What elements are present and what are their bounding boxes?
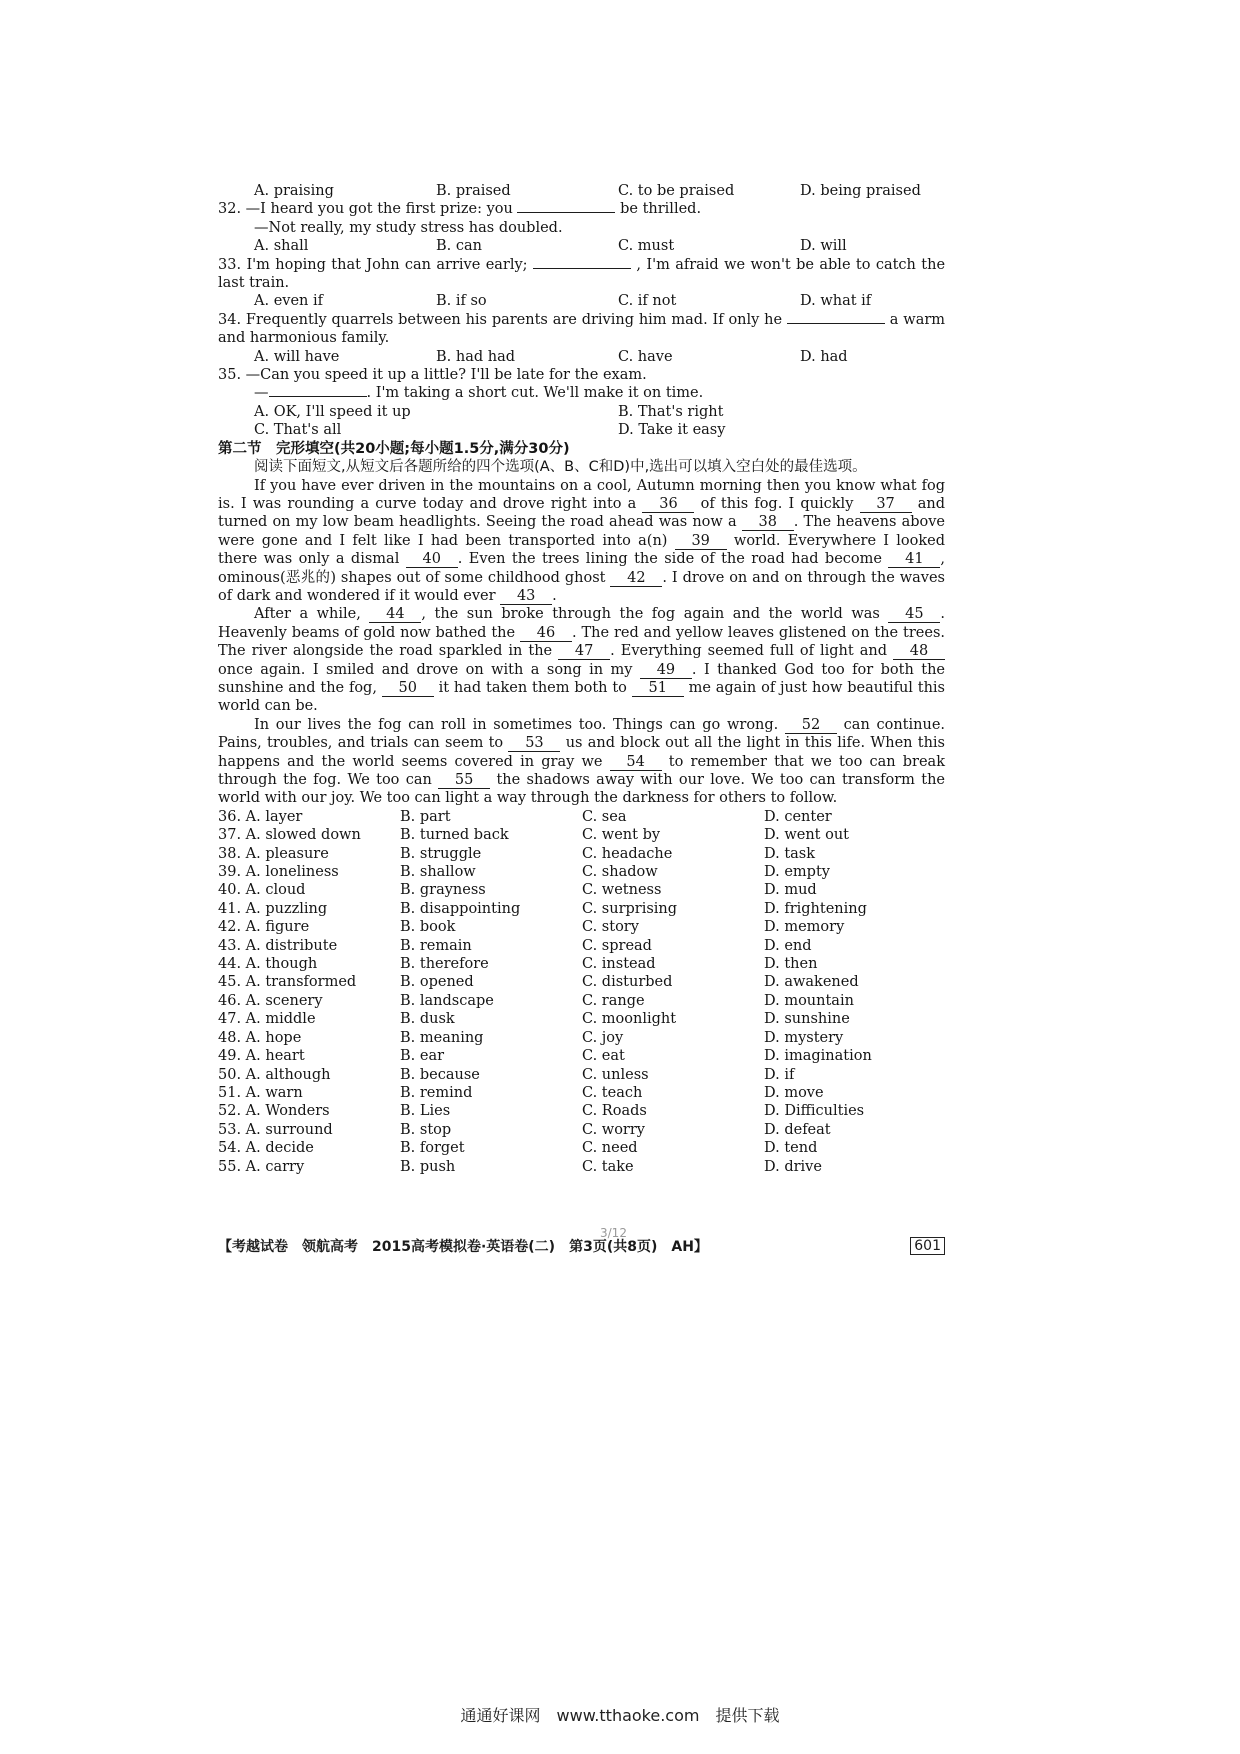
cloze-option: 42. A. figure xyxy=(218,919,310,936)
cloze-option: C. sea xyxy=(582,808,627,825)
cloze-option: C. surprising xyxy=(582,900,678,917)
option: D. Take it easy xyxy=(618,422,726,439)
cloze-option: 40. A. cloud xyxy=(218,882,306,899)
cloze-blank: 46 xyxy=(520,626,572,642)
passage-paragraph-2 xyxy=(218,605,945,715)
question-35-reply: — . I'm taking a short cut. We'll make it on time. xyxy=(254,385,704,402)
answer-blank xyxy=(533,268,631,269)
passage-text: world. Everywhere I looked there was only a dismal xyxy=(218,532,945,568)
cloze-option: C. shadow xyxy=(582,864,658,881)
page-mark: 3/12 xyxy=(600,1226,627,1240)
cloze-blank: 40 xyxy=(406,552,458,568)
cloze-option: D. frightening xyxy=(764,900,867,917)
cloze-option: B. dusk xyxy=(400,1011,455,1028)
option: D. will xyxy=(800,238,847,255)
question-number: 35. xyxy=(218,367,242,384)
cloze-blank: 39 xyxy=(675,534,727,550)
cloze-option: B. shallow xyxy=(400,864,476,881)
option: B. had had xyxy=(436,348,516,365)
question-32 xyxy=(218,200,945,218)
cloze-option: 43. A. distribute xyxy=(218,937,338,954)
cloze-option: 55. A. carry xyxy=(218,1158,305,1175)
cloze-blank: 54 xyxy=(610,755,662,771)
passage-paragraph-1 xyxy=(218,477,945,606)
option: C. must xyxy=(618,238,675,255)
cloze-options-grid xyxy=(218,808,945,1176)
cloze-option: D. empty xyxy=(764,864,830,881)
cloze-option: C. need xyxy=(582,1140,638,1157)
passage-paragraph-3 xyxy=(218,716,945,808)
option: D. what if xyxy=(800,293,872,310)
cloze-option: D. drive xyxy=(764,1158,822,1175)
option: A. shall xyxy=(254,238,309,255)
cloze-blank: 36 xyxy=(642,497,694,513)
cloze-option: B. push xyxy=(400,1158,456,1175)
passage-text: , the sun broke through the fog again and the world was xyxy=(421,606,889,623)
cloze-option: D. sunshine xyxy=(764,1011,850,1028)
cloze-blank: 45 xyxy=(888,607,940,623)
cloze-option: B. stop xyxy=(400,1121,452,1138)
question-text: a warm and harmonious family. xyxy=(218,311,946,347)
cloze-option: B. struggle xyxy=(400,845,482,862)
cloze-option: B. therefore xyxy=(400,956,489,973)
passage-text: If you have ever driven in the mountains on a cool, Autumn morning then you know what fog is. I was rounding a curve today and drove right into a xyxy=(218,477,945,512)
cloze-option: 44. A. though xyxy=(218,956,318,973)
cloze-option: C. moonlight xyxy=(582,1011,677,1028)
option: C. to be praised xyxy=(618,183,735,199)
cloze-option: D. task xyxy=(764,845,816,862)
question-text: be thrilled. xyxy=(620,201,702,218)
q33-options xyxy=(218,292,945,310)
cloze-option: B. turned back xyxy=(400,827,509,844)
question-text: —Can you speed it up a little? I'll be late for the exam. xyxy=(245,367,647,384)
cloze-option: C. spread xyxy=(582,937,652,954)
cloze-option: D. mud xyxy=(764,882,817,899)
option: B. praised xyxy=(436,183,511,199)
cloze-option: C. range xyxy=(582,992,645,1009)
option: D. being praised xyxy=(800,183,921,199)
cloze-option: B. remain xyxy=(400,937,472,954)
cloze-blank: 38 xyxy=(742,515,794,531)
passage-text: . Heavenly beams of gold now bathed the xyxy=(218,606,945,641)
question-text: —I heard you got the first prize: you xyxy=(245,201,513,218)
cloze-option: C. headache xyxy=(582,845,673,862)
footer-text: 【考越试卷 领航高考 2015高考模拟卷·英语卷(二) 第3页(共8页) AH】 xyxy=(218,1239,708,1255)
passage-text: . The red and yellow leaves glistened on the trees. The river alongside the road sparkled in the xyxy=(218,624,945,660)
question-33 xyxy=(218,256,945,293)
question-text: , I'm afraid we won't be able to catch the last train. xyxy=(218,256,946,292)
cloze-option: D. center xyxy=(764,808,832,825)
cloze-blank: 52 xyxy=(785,718,837,734)
question-number: 34. xyxy=(218,311,242,328)
cloze-option: 50. A. although xyxy=(218,1066,331,1083)
question-text: I'm hoping that John can arrive early; xyxy=(246,256,528,273)
cloze-option: B. book xyxy=(400,919,456,936)
cloze-blank: 44 xyxy=(369,607,421,623)
cloze-option: D. then xyxy=(764,956,818,973)
cloze-option: B. because xyxy=(400,1066,480,1083)
cloze-option: C. Roads xyxy=(582,1103,647,1120)
question-32-reply: —Not really, my study stress has doubled. xyxy=(254,219,563,236)
cloze-option: C. instead xyxy=(582,956,656,973)
q34-options xyxy=(218,348,945,366)
question-number: 32. xyxy=(218,201,242,218)
cloze-option: C. eat xyxy=(582,1048,625,1065)
cloze-blank: 42 xyxy=(610,571,662,587)
passage-text: In our lives the fog can roll in sometimes too. Things can go wrong. xyxy=(254,716,785,733)
cloze-option: 48. A. hope xyxy=(218,1029,302,1046)
q35-options-row1 xyxy=(218,403,945,421)
passage-text: to remember that we too can break through the fog. We too can xyxy=(218,753,945,788)
passage-text: . xyxy=(552,587,557,604)
passage-text: . Everything seemed full of light and xyxy=(610,643,893,660)
cloze-option: 37. A. slowed down xyxy=(218,827,361,844)
q32-options xyxy=(218,237,945,255)
passage-text: can continue. Pains, troubles, and trials can seem to xyxy=(218,716,946,752)
option: C. That's all xyxy=(254,422,342,439)
passage-text: . The heavens above were gone and I felt like I had been transported into a(n) xyxy=(218,514,945,549)
cloze-option: 38. A. pleasure xyxy=(218,845,329,862)
option: B. That's right xyxy=(618,403,724,420)
cloze-option: D. move xyxy=(764,1084,824,1101)
cloze-option: 54. A. decide xyxy=(218,1140,314,1157)
cloze-option: 49. A. heart xyxy=(218,1048,305,1065)
option: A. praising xyxy=(254,183,334,199)
cloze-option: 39. A. loneliness xyxy=(218,864,339,881)
cloze-blank: 47 xyxy=(558,644,610,660)
cloze-option: C. disturbed xyxy=(582,974,673,991)
passage-text: once again. I smiled and drove on with a song in my xyxy=(218,661,640,678)
cloze-option: 45. A. transformed xyxy=(218,974,357,991)
passage-text: the shadows away with our love. We too can transform the world with our joy. We too can light a way through the darkness for others to follow. xyxy=(218,772,945,807)
passage-text: . I thanked God too for both the sunshine and the fog, xyxy=(218,661,945,696)
passage-text: us and block out all the light in this life. When this happens and the world seems covered in gray we xyxy=(218,735,945,770)
cloze-option: 36. A. layer xyxy=(218,808,303,825)
option: B. can xyxy=(436,238,482,255)
cloze-option: B. landscape xyxy=(400,992,494,1009)
cloze-blank: 43 xyxy=(500,589,552,605)
option: B. if so xyxy=(436,293,487,310)
option: D. had xyxy=(800,348,848,365)
passage-text: , ominous(恶兆的) shapes out of some childhood ghost xyxy=(218,551,945,586)
option: A. OK, I'll speed it up xyxy=(254,403,411,420)
cloze-option: C. joy xyxy=(582,1029,624,1046)
cloze-blank: 37 xyxy=(860,497,912,513)
cloze-option: B. grayness xyxy=(400,882,486,899)
option: A. even if xyxy=(254,293,323,310)
cloze-option: D. defeat xyxy=(764,1121,831,1138)
question-text: . I'm taking a short cut. We'll make it on time. xyxy=(366,385,704,402)
cloze-option: D. tend xyxy=(764,1140,818,1157)
answer-blank xyxy=(787,323,885,324)
cloze-option: C. take xyxy=(582,1158,634,1175)
option: C. if not xyxy=(618,293,677,310)
passage-text: of this fog. I quickly xyxy=(694,495,860,512)
cloze-option: D. mountain xyxy=(764,992,854,1009)
cloze-option: B. Lies xyxy=(400,1103,451,1120)
cloze-option: D. end xyxy=(764,937,812,954)
cloze-option: B. forget xyxy=(400,1140,465,1157)
question-35 xyxy=(218,366,945,384)
section-instruction: 阅读下面短文,从短文后各题所给的四个选项(A、B、C和D)中,选出可以填入空白处的最佳选项。 xyxy=(254,459,867,476)
cloze-option: C. story xyxy=(582,919,639,936)
cloze-option: D. mystery xyxy=(764,1029,844,1046)
question-text: Frequently quarrels between his parents are driving him mad. If only he xyxy=(245,311,783,328)
passage-text: and turned on my low beam headlights. Seeing the road ahead was now a xyxy=(218,495,945,531)
option: A. will have xyxy=(254,348,340,365)
footer-page-code: 601 xyxy=(910,1237,945,1255)
cloze-blank: 48 xyxy=(893,644,945,660)
q35-options-row2 xyxy=(218,421,945,439)
q31-options xyxy=(218,182,945,200)
cloze-blank: 55 xyxy=(438,773,490,789)
cloze-option: 47. A. middle xyxy=(218,1011,316,1028)
cloze-blank: 49 xyxy=(640,663,692,679)
cloze-option: D. if xyxy=(764,1066,795,1083)
download-credit: 通通好课网 www.tthaoke.com 提供下载 xyxy=(460,1706,780,1725)
cloze-option: C. wetness xyxy=(582,882,662,899)
cloze-option: B. disappointing xyxy=(400,900,521,917)
passage-text: me again of just how beautiful this world can be. xyxy=(218,679,945,715)
cloze-option: 52. A. Wonders xyxy=(218,1103,330,1120)
cloze-option: B. remind xyxy=(400,1084,473,1101)
question-number: 33. xyxy=(218,256,242,273)
answer-blank xyxy=(517,212,615,213)
cloze-blank: 41 xyxy=(888,552,940,568)
cloze-option: D. went out xyxy=(764,827,849,844)
cloze-option: D. imagination xyxy=(764,1048,872,1065)
exam-content xyxy=(218,182,945,1176)
cloze-option: C. worry xyxy=(582,1121,645,1138)
cloze-blank: 51 xyxy=(632,681,684,697)
answer-blank xyxy=(269,396,367,397)
cloze-option: D. awakened xyxy=(764,974,859,991)
passage-text: After a while, xyxy=(254,606,370,623)
cloze-option: D. memory xyxy=(764,919,845,936)
cloze-option: 46. A. scenery xyxy=(218,992,323,1009)
question-34 xyxy=(218,311,945,348)
cloze-option: D. Difficulties xyxy=(764,1103,865,1120)
cloze-option: 41. A. puzzling xyxy=(218,900,328,917)
cloze-option: B. opened xyxy=(400,974,474,991)
cloze-option: B. ear xyxy=(400,1048,445,1065)
option: C. have xyxy=(618,348,673,365)
passage-text: it had taken them both to xyxy=(433,679,632,696)
cloze-option: B. part xyxy=(400,808,451,825)
cloze-option: 53. A. surround xyxy=(218,1121,333,1138)
cloze-blank: 50 xyxy=(382,681,434,697)
cloze-option: C. teach xyxy=(582,1084,643,1101)
cloze-option: B. meaning xyxy=(400,1029,484,1046)
cloze-option: 51. A. warn xyxy=(218,1084,303,1101)
cloze-blank: 53 xyxy=(508,736,560,752)
passage-text: . Even the trees lining the side of the road had become xyxy=(457,551,889,568)
section-title: 第二节 完形填空(共20小题;每小题1.5分,满分30分) xyxy=(218,440,570,457)
passage-text: . I drove on and on through the waves of dark and wondered if it would ever xyxy=(218,569,945,604)
page-footer xyxy=(218,1236,945,1256)
cloze-option: C. went by xyxy=(582,827,661,844)
cloze-option: C. unless xyxy=(582,1066,649,1083)
